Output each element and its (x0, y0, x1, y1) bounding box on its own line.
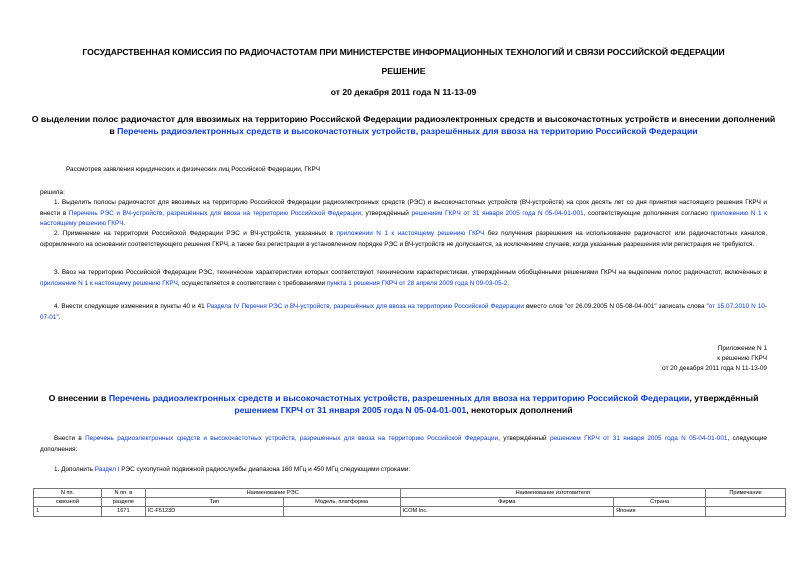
ap1-decision-link[interactable]: решением ГКРЧ от 31 января 2005 года N 05-04-01-001 (549, 435, 728, 442)
header-type: Тип (145, 498, 283, 507)
p3-decision-link[interactable]: пункта 1 решения ГКРЧ от 28 апреля 2009 года N 09-03-05-2 (326, 279, 508, 287)
p1-text-c: , соответствующие дополнения согласно (583, 209, 711, 217)
appendix-date: от 20 декабря 2011 года N 11-13-09 (662, 365, 767, 372)
header-num-section-2: разделе (101, 498, 145, 507)
paragraph-3 (40, 268, 767, 289)
header-firm: Фирма (400, 498, 614, 507)
paragraph-4 (40, 302, 767, 323)
p3-text-a: 3. Ввоз на территорию Российской Федерации РЭС, технические характеристики которых соответствуют техническим характеристикам, утверждённым обобщёнными решениями ГКРЧ на выделение полос радиочастот, включённых в (54, 269, 767, 276)
intro-text: Рассмотрев заявления юридических и физических лиц Российской Федерации, ГКРЧ (66, 166, 321, 173)
header-maker-name: Наименование изготовителя (400, 489, 706, 498)
p2-text-a: 2. Применение на территории Российской Федерации РЭС и ВЧ-устройств, указанных в (54, 230, 337, 237)
p1-text-d: . (123, 220, 126, 227)
table-header-row-1 (34, 489, 786, 498)
cell-model (283, 507, 400, 516)
ap2-text-a: 1. Дополнить (54, 466, 95, 473)
paragraph-2 (40, 229, 767, 250)
ap2-section-link[interactable]: Раздел I (94, 466, 120, 473)
p1-text-a: 1. Выделить полосы радиочастот для ввозимых на территорию Российской Федерации радиоэлектронных средств (РЭС) и высокочастотных устройств (ВЧ-устройств) на срок десять лет со дня принятия настоящего решения ГКРЧ и внести в (40, 199, 767, 217)
document-type: РЕШЕНИЕ (381, 66, 426, 76)
p2-appendix-link[interactable]: приложении N 1 к настоящему решению ГКРЧ (336, 230, 485, 237)
title2-text-c: , некоторых дополнений (466, 404, 573, 415)
appendix-number: Приложение N 1 (717, 345, 767, 352)
p3-appendix-link[interactable]: приложение N 1 к настоящему решению ГКРЧ (40, 279, 178, 287)
title2-decision-link[interactable]: решением ГКРЧ от 31 января 2005 года N 05-04-01-001 (234, 404, 467, 415)
p2-text-b: без получения разрешения на использование радиочастот или радиочастотных каналов, оформленного на основании соответствующего решения ГКРЧ, а также без регистрации в установленном порядке РЭС и ВЧ-устройств не допускается, за исключением случаев, когда указанные разрешения или регистрация не требуются. (40, 230, 767, 248)
header-res-name: Наименование РЭС (145, 489, 400, 498)
cell-type: IC-F5123D (145, 507, 283, 516)
title2-text-a: О внесении в (48, 393, 109, 403)
decision-title (30, 114, 777, 137)
p4-text-c: ". (56, 313, 61, 321)
p3-text-c: . (507, 279, 510, 287)
cell-num-section: 1671 (101, 507, 145, 516)
p1-decision-link[interactable]: решением ГКРЧ от 31 января 2005 года N 05-04-01-001 (411, 209, 584, 217)
title-list-link[interactable]: Перечень радиоэлектронных средств и высокочастотных устройств, разрешённых для ввоза на территорию Российской Федерации (117, 125, 698, 136)
cell-num-through: 1 (34, 507, 102, 516)
appendix-title (30, 393, 777, 416)
equipment-table (33, 488, 786, 517)
p3-text-b: , осуществляется в соответствии с требованиями (177, 279, 327, 287)
p4-text-b: вместо слов "от 26.09.2005 N 05-08-04-001" записать слова " (523, 303, 709, 310)
table-row (34, 507, 786, 516)
document-date-number: от 20 декабря 2011 года N 11-13-09 (330, 87, 477, 97)
title2-list-link[interactable]: Перечень радиоэлектронных средств и высокочастотных устройств, разрешенных для ввоза на территорию Российской Федерации (108, 393, 690, 403)
cell-firm: ICOM Inc. (400, 507, 614, 516)
p1-list-link[interactable]: Перечень РЭС и ВЧ-устройств, разрешённых для ввоза на территорию Российской Федерации (68, 209, 362, 217)
title2-text-b: , утверждённый (689, 393, 759, 403)
ap1-text-a: Внести в (54, 435, 86, 442)
resolved-label: решила: (40, 189, 65, 196)
header-num-section: N пп. в (101, 489, 145, 498)
cell-note (706, 507, 786, 516)
ap1-text-c: , следующие дополнения: (40, 435, 767, 453)
commission-heading: ГОСУДАРСТВЕННАЯ КОМИССИЯ ПО РАДИОЧАСТОТАМ ПРИ МИНИСТЕРСТВЕ ИНФОРМАЦИОННЫХ ТЕХНОЛОГИЙ И СВЯЗИ РОССИЙСКОЙ ФЕДЕРАЦИИ (82, 47, 725, 57)
ap1-text-b: , утверждённый (498, 435, 550, 442)
ap2-text-b: РЭС сухопутной подвижной радиослужбы диапазона 160 МГц и 450 МГц следующими строками: (119, 466, 411, 473)
appendix-paragraph-2 (54, 465, 767, 476)
header-country: Страна (614, 498, 706, 507)
header-num-through-2: сквозной (34, 498, 102, 507)
appendix-reference (560, 344, 767, 374)
cell-country: Япония (614, 507, 706, 516)
appendix-paragraph-1 (40, 434, 767, 455)
appendix-decision: к решению ГКРЧ (717, 355, 767, 362)
ap1-list-link[interactable]: Перечень радиоэлектронных средств и высокочастотных устройств, разрешенных для ввоза на территорию Российской Федерации (85, 435, 499, 442)
header-note: Примечание (706, 489, 786, 498)
header-model: Модель, платформа (283, 498, 400, 507)
paragraph-1 (40, 198, 767, 230)
p1-appendix-link[interactable]: приложению N 1 к настоящему решению ГКРЧ (40, 209, 767, 227)
p4-date-link[interactable]: от 15.07.2010 N 10-07-01 (40, 303, 767, 321)
header-num-through: N пп. (34, 489, 102, 498)
p4-section-link[interactable]: Раздела IV Перечня РЭС и ВЧ-устройств, разрешённых для ввоза на территорию Российской Федерации (206, 303, 524, 310)
title-text: О выделении полос радиочастот для ввозимых на территорию Российской Федерации радиоэлектронных средств и высокочастотных устройств и внесении дополнений в (31, 114, 776, 136)
header-note-empty (706, 498, 786, 507)
table-header-row-2 (34, 498, 786, 507)
p4-text-a: 4. Внести следующие изменения в пункты 40 и 41 (54, 303, 207, 310)
p1-text-b: , утверждённый (361, 209, 412, 217)
